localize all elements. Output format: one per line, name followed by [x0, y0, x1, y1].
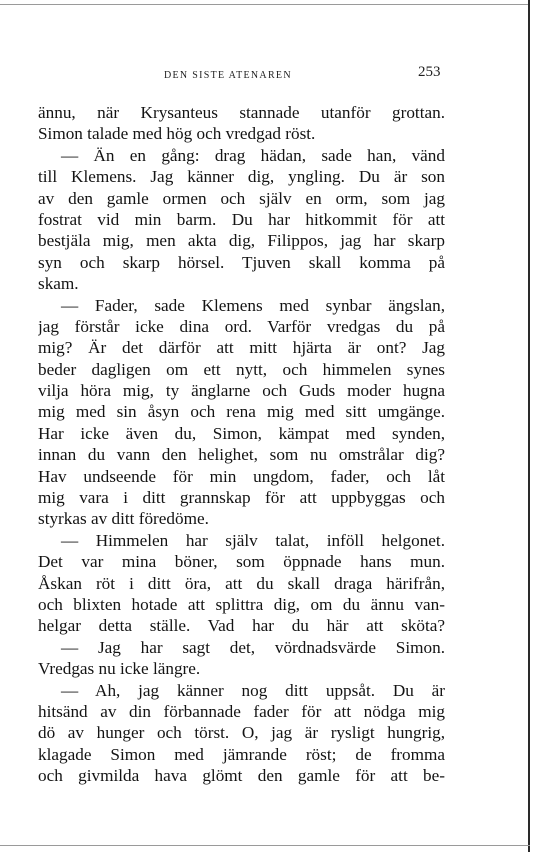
text-line: — Fader, sade Klemens med synbar ängslan,: [61, 295, 445, 315]
running-head: DEN SISTE ATENAREN: [164, 70, 292, 81]
text-line: Det var mina böner, som öppnade hans mun.: [38, 552, 445, 572]
text-line: dö av hunger och törst. O, jag är rysligt hungrig,: [38, 723, 445, 743]
text-line: och givmilda hava glömt den gamle för att be-: [38, 766, 445, 786]
body-text: [38, 102, 445, 787]
text-line: klagade Simon med jämrande röst; de fromma: [38, 744, 445, 764]
text-line: mig vara i ditt grannskap för att uppbyggas och: [38, 488, 445, 508]
text-line: — Än en gång: drag hädan, sade han, vänd: [61, 145, 445, 165]
text-line: hitsänd av din förbannade fader för att nödga mig: [38, 701, 445, 721]
text-line: till Klemens. Jag känner dig, yngling. Du är son: [38, 167, 445, 187]
text-line: helgar detta ställe. Vad har du här att sköta?: [38, 616, 445, 636]
text-line: styrkas av ditt föredöme.: [38, 509, 209, 529]
text-line: ännu, när Krysanteus stannade utanför grottan.: [38, 103, 445, 122]
page-right-edge: [528, 0, 530, 852]
text-line: fostrat vid min barm. Du har hitkommit för att: [38, 209, 445, 229]
page-bottom-edge: [0, 845, 530, 846]
text-line: innan du vann den helighet, som nu omstrålar dig?: [38, 445, 445, 465]
text-line: — Ah, jag känner nog ditt uppsåt. Du är: [61, 680, 445, 700]
text-line: bestjäla mig, men akta dig, Filippos, jag har skarp: [38, 231, 445, 251]
text-line: mig med sin åsyn och rena mig med sitt umgänge.: [38, 402, 445, 422]
text-line: vilja höra mig, ty änglarne och Guds moder hugna: [38, 381, 445, 401]
text-line: Hav undseende för min ungdom, fader, och låt: [38, 466, 445, 486]
text-line: skam.: [38, 274, 79, 294]
text-line: beder dagligen om ett nytt, och himmelen synes: [38, 359, 445, 379]
text-line: och blixten hotade att splittra dig, om du ännu van-: [38, 594, 445, 614]
text-line: mig? Är det därför att mitt hjärta är ont? Jag: [38, 338, 445, 358]
text-line: Vredgas nu icke längre.: [38, 659, 201, 679]
text-line: Har icke även du, Simon, kämpat med synden,: [38, 423, 445, 443]
text-line: Simon talade med hög och vredgad röst.: [38, 124, 316, 144]
page-number: 253: [418, 64, 441, 80]
text-line: — Jag har sagt det, vördnadsvärde Simon.: [61, 637, 445, 657]
text-line: — Himmelen har själv talat, inföll helgonet.: [61, 530, 445, 550]
text-line: Åskan röt i ditt öra, att du skall draga härifrån,: [38, 573, 445, 593]
text-line: av den gamle ormen och själv en orm, som jag: [38, 188, 445, 208]
text-line: syn och skarp hörsel. Tjuven skall komma på: [38, 252, 445, 272]
page-top-edge: [0, 4, 530, 5]
text-line: jag förstår icke dina ord. Varför vredgas du på: [38, 316, 445, 336]
